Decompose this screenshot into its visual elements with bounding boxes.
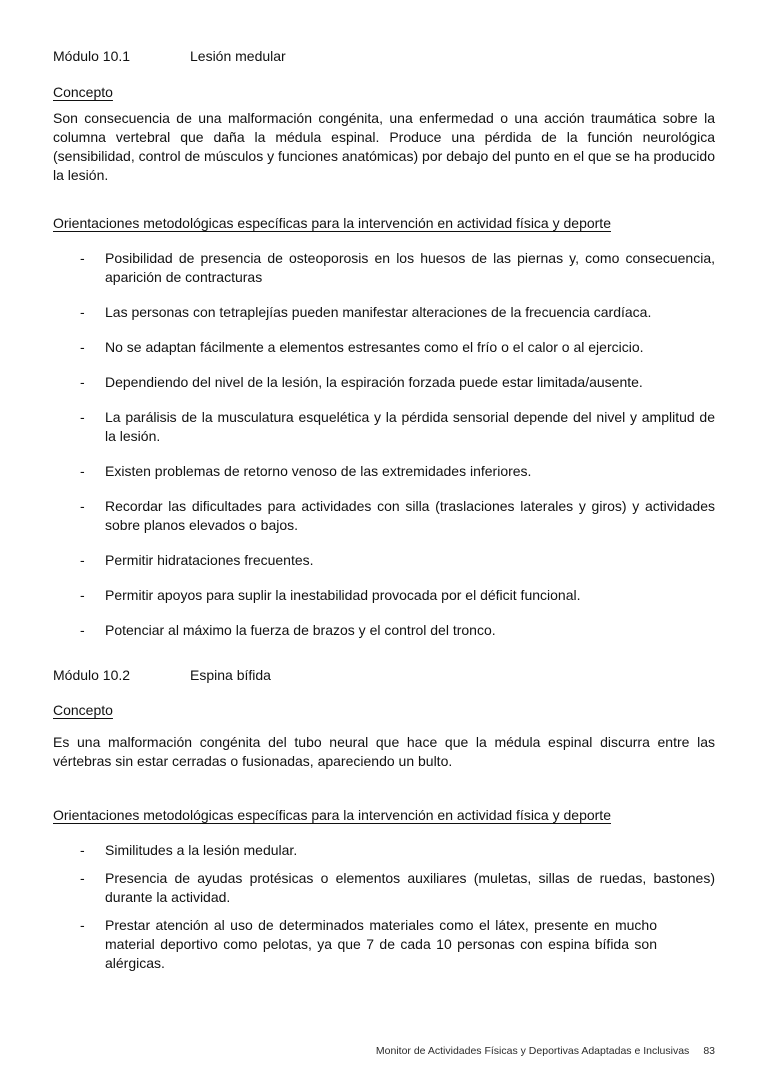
bullet-item bbox=[53, 841, 715, 860]
bullet-text: Dependiendo del nivel de la lesión, la espiración forzada puede estar limitada/ausente. bbox=[105, 374, 643, 390]
bullet-text: Recordar las dificultades para actividades con silla (traslaciones laterales y giros) y actividades sobre planos elevados o bajos. bbox=[105, 498, 715, 533]
bullet-item bbox=[53, 869, 715, 907]
bullet-text: Las personas con tetraplejías pueden manifestar alteraciones de la frecuencia cardíaca. bbox=[105, 304, 652, 320]
bullet-item bbox=[53, 551, 715, 570]
concept-heading: Concepto bbox=[53, 84, 113, 100]
module-header bbox=[53, 47, 715, 66]
module-title: Espina bífida bbox=[190, 667, 271, 683]
bullet-text: La parálisis de la musculatura esquelética y la pérdida sensorial depende del nivel y amplitud de la lesión. bbox=[105, 409, 715, 444]
module-header bbox=[53, 666, 715, 685]
bullet-text: Posibilidad de presencia de osteoporosis en los huesos de las piernas y, como consecuencia, aparición de contracturas bbox=[105, 250, 715, 285]
module-title: Lesión medular bbox=[190, 48, 286, 64]
bullet-dash: - bbox=[80, 917, 85, 933]
bullet-dash: - bbox=[80, 587, 85, 603]
bullet-dash: - bbox=[80, 339, 85, 355]
bullet-dash: - bbox=[80, 304, 85, 320]
bullet-text: Permitir hidrataciones frecuentes. bbox=[105, 552, 314, 568]
orientations-heading: Orientaciones metodológicas específicas para la intervención en actividad física y deporte bbox=[53, 215, 611, 231]
bullet-dash: - bbox=[80, 498, 85, 514]
module-section-10-2 bbox=[53, 666, 715, 973]
page-footer bbox=[376, 1044, 715, 1058]
module-number: Módulo 10.2 bbox=[53, 667, 131, 683]
bullet-dash: - bbox=[80, 622, 85, 638]
module-section-10-1 bbox=[53, 47, 715, 640]
footer-title: Monitor de Actividades Físicas y Deportivas Adaptadas e Inclusivas bbox=[375, 1045, 690, 1057]
bullet-text: Presencia de ayudas protésicas o elementos auxiliares (muletas, sillas de ruedas, bastones) durante la actividad. bbox=[105, 870, 715, 905]
bullet-text: Existen problemas de retorno venoso de las extremidades inferiores. bbox=[105, 463, 532, 479]
page-content bbox=[53, 47, 715, 982]
bullet-item bbox=[53, 462, 715, 481]
bullet-dash: - bbox=[80, 374, 85, 390]
bullet-item bbox=[53, 497, 715, 535]
bullet-dash: - bbox=[80, 463, 85, 479]
concept-paragraph: Son consecuencia de una malformación congénita, una enfermedad o una acción traumática sobre la columna vertebral que daña la médula espinal. Produce una pérdida de la función neurológica (sensibilidad, control de músculos y funciones anatómicas) por debajo del punto en el que se ha producido la lesión. bbox=[53, 110, 715, 183]
bullet-dash: - bbox=[80, 409, 85, 425]
bullet-item bbox=[53, 586, 715, 605]
bullet-text: Permitir apoyos para suplir la inestabilidad provocada por el déficit funcional. bbox=[105, 587, 581, 603]
bullet-dash: - bbox=[80, 552, 85, 568]
module-number: Módulo 10.1 bbox=[53, 48, 131, 64]
bullet-dash: - bbox=[80, 250, 85, 266]
bullet-item bbox=[53, 373, 715, 392]
orientations-heading: Orientaciones metodológicas específicas para la intervención en actividad física y deporte bbox=[53, 807, 611, 823]
bullet-item bbox=[53, 621, 715, 640]
concept-paragraph: Es una malformación congénita del tubo neural que hace que la médula espinal discurra entre las vértebras sin estar cerradas o fusionadas, apareciendo un bulto. bbox=[53, 734, 715, 769]
concept-heading: Concepto bbox=[53, 702, 113, 718]
bullet-item bbox=[53, 249, 715, 287]
bullet-item bbox=[53, 916, 715, 973]
bullet-text: Similitudes a la lesión medular. bbox=[105, 842, 298, 858]
bullet-dash: - bbox=[80, 870, 85, 886]
bullet-list bbox=[53, 841, 715, 973]
bullet-text: Potenciar al máximo la fuerza de brazos y el control del tronco. bbox=[105, 622, 496, 638]
bullet-item bbox=[53, 303, 715, 322]
bullet-text: No se adaptan fácilmente a elementos estresantes como el frío o el calor o al ejercicio. bbox=[105, 339, 644, 355]
bullet-text: Prestar atención al uso de determinados materiales como el látex, presente en mucho material deportivo como pelotas, ya que 7 de cada 10 personas con espina bífida son alérgicas. bbox=[105, 917, 657, 971]
page-number: 83 bbox=[703, 1045, 715, 1057]
bullet-dash: - bbox=[80, 842, 85, 858]
bullet-list bbox=[53, 249, 715, 640]
bullet-item bbox=[53, 408, 715, 446]
bullet-item bbox=[53, 338, 715, 357]
